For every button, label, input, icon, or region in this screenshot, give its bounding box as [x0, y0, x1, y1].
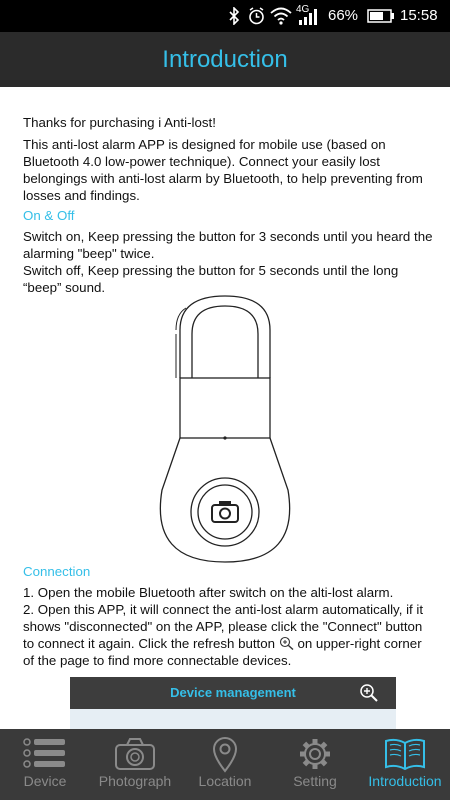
network-type: 4G	[296, 4, 310, 15]
intro-paragraph: This anti-lost alarm APP is designed for mobile use (based on Bluetooth 4.0 low-power technique). Connect your easily lost belongings with anti-lost alarm by Bluetooth, to help preventing from losses and findings.	[23, 137, 423, 203]
switch-on-text: Switch on, Keep pressing the button for 3 seconds until you heard the alarming "beep" twice.	[23, 229, 433, 261]
page-title: Introduction	[162, 46, 288, 73]
step-2-text-a: 2. Open this APP, it will connect the anti-lost alarm automatically, if it shows "disconnected" on the APP, please click the "Connect" button to connect it again. Click the refresh button	[23, 602, 424, 651]
alarm-icon	[248, 7, 265, 25]
list-icon	[23, 737, 67, 769]
section-title-connection: Connection	[23, 564, 91, 579]
device-management-screenshot	[70, 677, 396, 709]
wifi-icon	[270, 7, 292, 25]
tab-location[interactable]	[180, 729, 270, 800]
camera-icon	[114, 737, 156, 771]
device-management-body	[70, 709, 396, 729]
clock: 15:58	[400, 7, 438, 24]
tab-photograph-label: Photograph	[98, 773, 172, 789]
zoom-search-icon	[358, 683, 380, 703]
tab-setting-label: Setting	[293, 773, 337, 789]
app-header	[0, 32, 450, 87]
connection-step-1: 1. Open the mobile Bluetooth after switch on the alti-lost alarm.	[23, 585, 394, 600]
section-title-on-off: On & Off	[23, 208, 75, 223]
bluetooth-icon	[228, 7, 240, 25]
book-icon	[384, 737, 426, 771]
device-management-title: Device management	[170, 685, 296, 700]
step-2-text-b: on upper-right corner of the page to find more connectable devices.	[23, 636, 422, 668]
battery-icon	[367, 9, 395, 23]
tab-introduction[interactable]	[360, 729, 450, 800]
battery-percent: 66%	[328, 7, 359, 24]
zoom-refresh-icon	[279, 636, 294, 650]
introduction-content[interactable]	[0, 87, 450, 729]
gear-icon	[298, 737, 332, 771]
location-pin-icon	[212, 737, 238, 773]
tab-setting[interactable]	[270, 729, 360, 800]
connection-step-2	[23, 601, 433, 669]
camera-button-icon	[212, 501, 238, 522]
tab-device-label: Device	[23, 773, 67, 789]
status-bar	[0, 0, 450, 32]
tab-location-label: Location	[198, 773, 252, 789]
switch-off-text: Switch off, Keep pressing the button for 5 seconds until the long “beep” sound.	[23, 263, 399, 295]
tab-device[interactable]	[0, 729, 90, 800]
tab-introduction-label: Introduction	[368, 773, 442, 789]
signal-icon	[298, 9, 320, 25]
thanks-text: Thanks for purchasing i Anti-lost!	[23, 115, 216, 130]
bottom-tab-bar	[0, 729, 450, 800]
tab-photograph[interactable]	[90, 729, 180, 800]
anti-lost-device-illustration	[150, 290, 300, 565]
